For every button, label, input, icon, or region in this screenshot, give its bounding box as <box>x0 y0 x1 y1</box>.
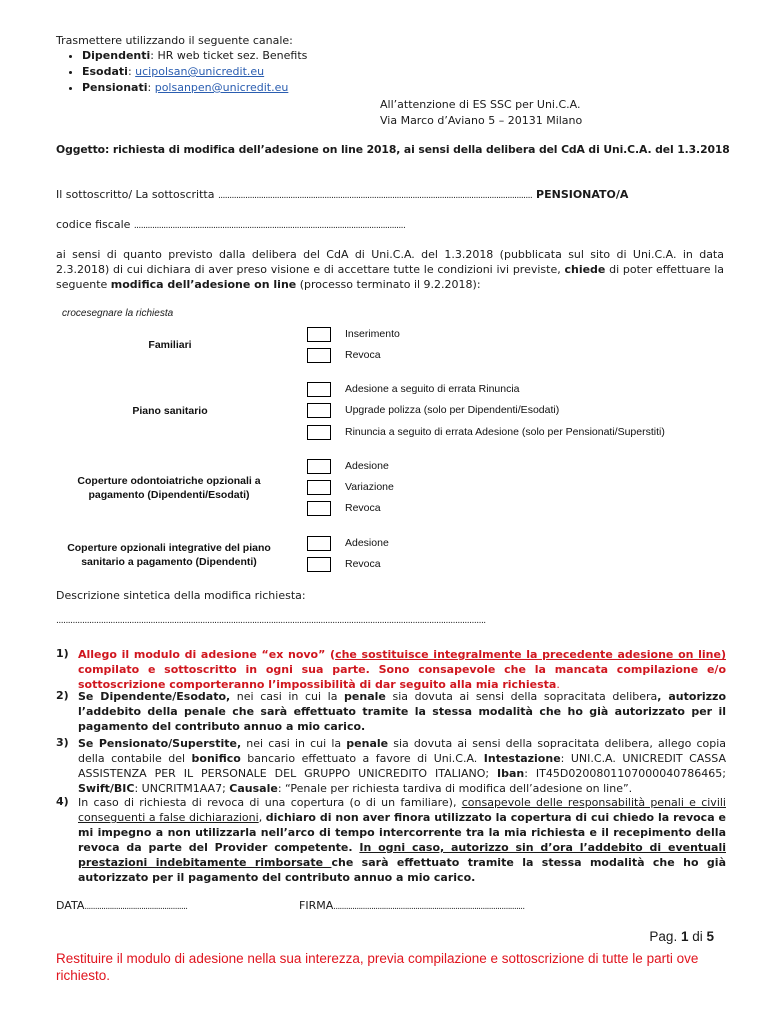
checkbox-integrative-revoca[interactable] <box>307 557 331 572</box>
note-3-bold: bonifico <box>191 752 241 765</box>
checkbox-piano-upgrade[interactable] <box>307 403 331 418</box>
declaration-text: di poter effettuare la seguente <box>56 263 725 291</box>
page-middle: di <box>688 929 707 944</box>
note-2-bold: , autorizzo l’addebito della penale che sarà effettuato tramite la stessa modalità che ho già autorizzato per il pagamento del contributo annuo a mio carico. <box>78 690 726 733</box>
note-4-text: , <box>258 811 266 824</box>
channel-item-dipendenti <box>82 48 307 64</box>
note-4-bold-underlined: In ogni caso, autorizzo sin d’ora l’addebito di eventuali prestazioni indebitamente rimborsate <box>78 841 726 869</box>
note-3-text: : “Penale per richiesta tardiva di modifica dell’adesione on line”. <box>277 782 633 795</box>
note-2-text: nei casi in cui la <box>230 690 345 703</box>
note-1-text: compilato e sottoscritto in ogni sua parte. Sono consapevole che la mancata compilazione e/o sottoscrizione comporteranno l’impossibilità di dar seguito alla mia richiesta <box>78 663 726 691</box>
note-1-period: . <box>556 678 560 691</box>
option-label: Revoca <box>345 349 381 361</box>
note-3-text: : UNCRITM1AA7; <box>134 782 230 795</box>
note-number: 4) <box>56 795 69 808</box>
note-number: 1) <box>56 647 69 660</box>
checkbox-piano-rinuncia[interactable] <box>307 425 331 440</box>
declaration-bold: modifica dell’adesione on line <box>110 278 297 291</box>
option-label: Variazione <box>345 481 394 493</box>
option-label: Revoca <box>345 502 381 514</box>
note-3-bold: Se Pensionato/Superstite, <box>78 737 242 750</box>
signature-line <box>299 899 525 912</box>
date-field[interactable]: ................................................. <box>84 902 188 912</box>
option-label: Upgrade polizza (solo per Dipendenti/Esodati) <box>345 404 560 416</box>
page-current: 1 <box>680 929 689 944</box>
channel-item-esodati <box>82 64 307 80</box>
declaration-chiede: chiede <box>564 263 606 276</box>
footer-note: Restituire il modulo di adesione nella sua interezza, previa compilazione e sottoscrizione di tutte le parti ove richiesto. <box>56 951 699 983</box>
date-label: DATA <box>56 899 85 912</box>
fiscal-code-line <box>56 218 405 231</box>
subject-line: Oggetto: richiesta di modifica dell’adesione on line 2018, ai sensi della delibera del CdA di Uni.C.A. del 1.3.2018 <box>56 143 730 156</box>
note-4-underlined: consapevole delle responsabilità penali e civili conseguenti a false dichiarazioni <box>78 796 726 824</box>
checkbox-odonto-revoca[interactable] <box>307 501 331 516</box>
note-number: 2) <box>56 689 69 702</box>
channel-item-pensionati <box>82 80 307 96</box>
option-label: Adesione a seguito di errata Rinuncia <box>345 383 520 395</box>
checkbox-piano-adesione[interactable] <box>307 382 331 397</box>
option-label: Adesione <box>345 460 389 472</box>
category-odontoiatriche: Coperture odontoiatriche opzionali a pagamento (Dipendenti/Esodati) <box>77 475 261 501</box>
page-number <box>649 929 714 944</box>
note-2-text: sia dovuta ai sensi della sopracitata delibera <box>385 690 658 703</box>
option-label: Adesione <box>345 537 389 549</box>
note-3-bold: Swift/BIC <box>78 782 135 795</box>
channel-separator: : <box>150 49 158 62</box>
description-label: Descrizione sintetica della modifica richiesta: <box>56 589 306 602</box>
note-2 <box>78 689 726 734</box>
channel-label: Dipendenti <box>82 49 151 62</box>
note-3-text: nei casi in cui la <box>241 737 347 750</box>
channel-separator: : <box>127 65 136 78</box>
note-1-text: Allego il modulo di adesione “ex novo” ( <box>78 648 336 661</box>
note-1 <box>78 647 726 692</box>
note-4-bold: dichiaro di non aver finora utilizzato la copertura di cui chiedo la revoca e mi impegno a non utilizzarla nell’arco di tempo intercorrente tra la mia richiesta e il recepimento della revoca da parte del Provider competente. <box>78 811 727 854</box>
note-3-text: sia dovuta ai sensi della sopracitata delibera, allego copia della contabile del <box>78 737 726 765</box>
note-3-text: bancario effettuato a favore di Uni.C.A. <box>240 752 484 765</box>
email-link-pensionati[interactable]: polsanpen@unicredit.eu <box>154 81 289 94</box>
channel-value: HR web ticket sez. Benefits <box>157 49 308 62</box>
fiscal-code-field[interactable]: ........................................................................................................................ <box>133 221 406 231</box>
note-4-text: In caso di richiesta di revoca di una copertura (o di un familiare), <box>78 796 462 809</box>
checkbox-odonto-adesione[interactable] <box>307 459 331 474</box>
date-line <box>56 899 187 912</box>
declaration-text: (processo terminato il 9.2.2018): <box>296 278 481 291</box>
category-familiari: Familiari <box>148 339 192 351</box>
note-3 <box>78 736 726 796</box>
note-1-underlined: che sostituisce integralmente la precedente adesione on line) <box>335 648 727 661</box>
note-number: 3) <box>56 736 69 749</box>
note-3-bold: Intestazione <box>483 752 561 765</box>
note-4-bold: che sarà effettuato tramite la stessa modalità che ho già autorizzato per il pagamento del contributo annuo a mio carico. <box>78 856 726 884</box>
option-label: Inserimento <box>345 328 400 340</box>
option-label: Revoca <box>345 558 381 570</box>
channel-list <box>56 48 307 96</box>
checkbox-integrative-adesione[interactable] <box>307 536 331 551</box>
note-2-bold: Se Dipendente/Esodato, <box>78 690 231 703</box>
addressee-line-2: Via Marco d’Aviano 5 – 20131 Milano <box>380 114 583 127</box>
page-total: 5 <box>706 929 714 944</box>
signer-prefix: Il sottoscritto/ La sottoscritta <box>56 188 218 201</box>
category-opzionali-integrative: Coperture opzionali integrative del piano sanitario a pagamento (Dipendenti) <box>67 542 271 568</box>
page-prefix: Pag. <box>649 929 681 944</box>
addressee-line-1: All’attenzione di ES SSC per Uni.C.A. <box>380 98 581 111</box>
description-field[interactable]: ...................................................................................................................................................................................... <box>56 616 486 626</box>
note-3-text: : IT45D0200801107000040786465; <box>524 767 726 780</box>
signer-role: PENSIONATO/A <box>532 188 629 201</box>
channel-label: Esodati <box>82 65 128 78</box>
signer-line <box>56 188 628 201</box>
intro-text: Trasmettere utilizzando il seguente canale: <box>56 34 293 47</box>
signature-field[interactable]: ........................................................................................... <box>333 902 525 912</box>
note-4 <box>78 795 726 885</box>
channel-separator: : <box>147 81 155 94</box>
note-3-bold: Iban <box>497 767 525 780</box>
note-2-bold: penale <box>344 690 386 703</box>
note-3-bold: penale <box>346 737 389 750</box>
email-link-esodati[interactable]: ucipolsan@unicredit.eu <box>135 65 265 78</box>
note-3-text: : UNI.C.A. UNICREDIT CASSA ASSISTENZA PER IL PERSONALE DEL GRUPPO UNICREDITO ITALIANO; <box>78 752 726 780</box>
fiscal-code-label: codice fiscale <box>56 218 134 231</box>
note-3-bold: Causale <box>229 782 278 795</box>
declaration-paragraph <box>56 247 724 292</box>
checkbox-odonto-variazione[interactable] <box>307 480 331 495</box>
signature-label: FIRMA <box>299 899 334 912</box>
checkbox-familiari-inserimento[interactable] <box>307 327 331 342</box>
checkbox-familiari-revoca[interactable] <box>307 348 331 363</box>
option-label: Rinuncia a seguito di errata Adesione (solo per Pensionati/Superstiti) <box>345 426 665 438</box>
category-piano-sanitario: Piano sanitario <box>132 405 208 417</box>
form-instruction: crocesegnare la richiesta <box>62 308 174 319</box>
declaration-text: ai sensi di quanto previsto dalla delibera del CdA di Uni.C.A. del 1.3.2018 (pubblicata sul sito di Uni.C.A. in data 2.3.2018) di cui dichiara di aver preso visione e di accettare tutte le condizioni ivi previste, <box>56 248 724 276</box>
signer-name-field[interactable]: ........................................................................................................................................... <box>217 191 533 201</box>
channel-label: Pensionati <box>82 81 148 94</box>
